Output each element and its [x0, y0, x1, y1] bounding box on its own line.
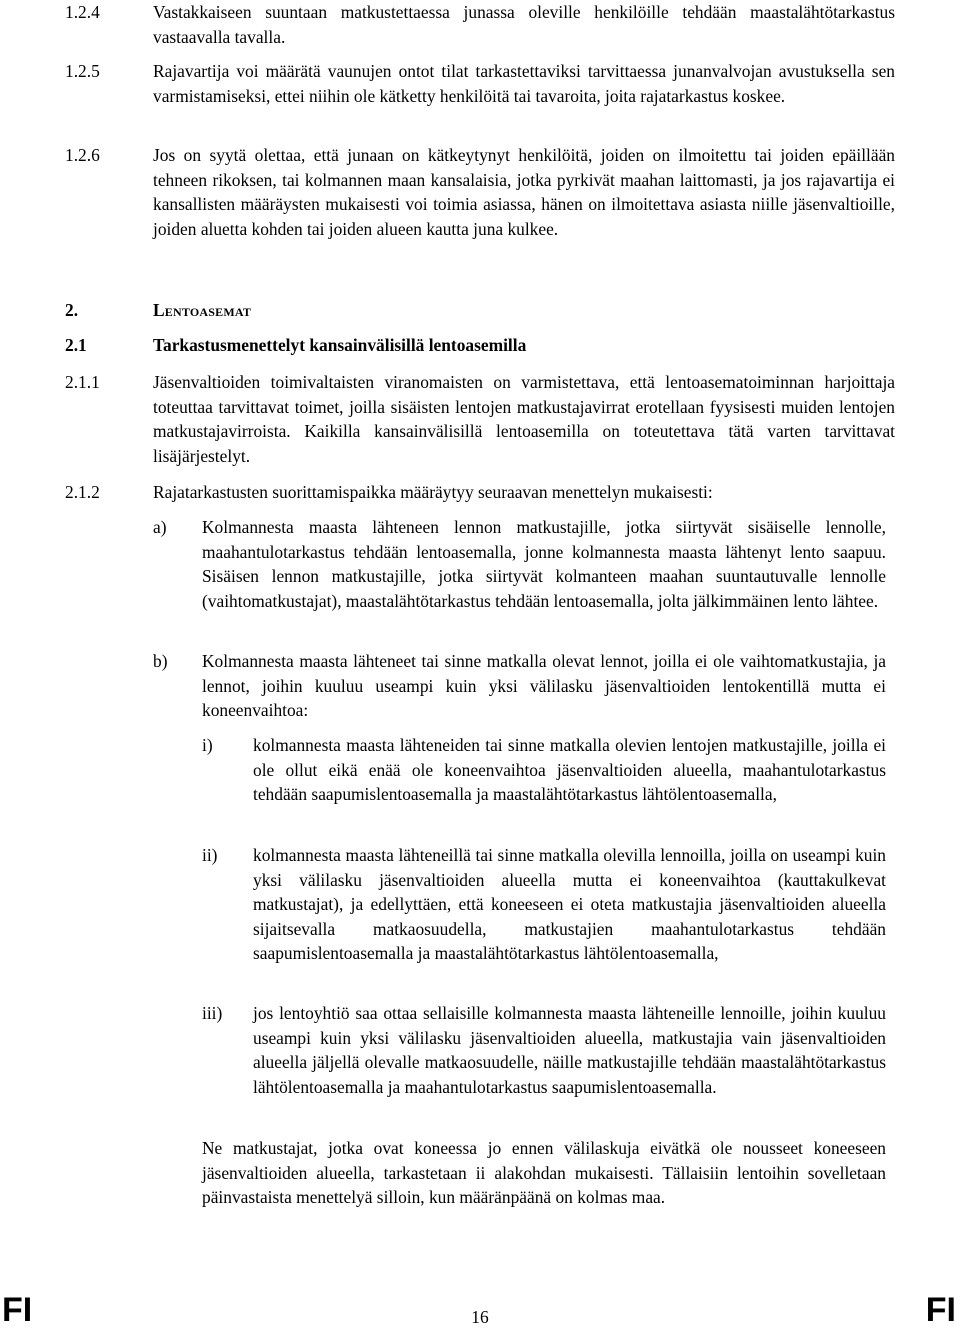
heading-lentoasemat — [65, 300, 895, 321]
section-1-2-4 — [65, 0, 895, 49]
section-number: 1.2.6 — [65, 145, 100, 165]
list-marker: b) — [153, 651, 168, 671]
section-2-1-1 — [65, 370, 895, 468]
list-item-text: kolmannesta maasta lähteneillä tai sinne matkalla olevilla lennoilla, joilla on useampi kuin yksi välilasku jäsenvaltioiden alueella mutta ei koneenvaihtoa (kauttakulkevat matkustajat), ja edellyttäen, että koneeseen ei oteta matkustajia jäsenvaltioiden alueella sijaitsevalla matkaosuudella, matkustajien maahantulotarkastus tehdään saapumislentoasemalla ja maastalähtötarkastus lähtölentoasemalla, — [253, 845, 886, 963]
section-text: Rajavartija voi määrätä vaunujen ontot tilat tarkastettaviksi tarvittaessa junanvalvojan avustuksella sen varmistamiseksi, ettei niihin ole kätketty henkilöitä tai tavaroita, joita rajatarkastus koskee. — [153, 61, 895, 106]
section-number: 2.1.2 — [65, 482, 100, 502]
section-1-2-5 — [65, 59, 895, 108]
list-marker: a) — [153, 517, 167, 537]
page-number: 16 — [471, 1307, 489, 1327]
closing-paragraph: Ne matkustajat, jotka ovat koneessa jo ennen välilaskuja eivätkä ole nousseet koneeseen jäsenvaltioiden alueella, tarkastetaan ii alakohdan mukaisesti. Tällaisiin lentoihin sovelletaan päinvastaista menettelyä silloin, kun määränpäänä on kolmas maa. — [202, 1138, 886, 1207]
heading-number: 2. — [65, 300, 79, 320]
section-text: Vastakkaiseen suuntaan matkustettaessa junassa oleville henkilöille tehdään maastalähtötarkastus vastaavalla tavalla. — [153, 2, 895, 47]
list-item-i — [202, 733, 886, 807]
list-item-text: jos lentoyhtiö saa ottaa sellaisille kolmannesta maasta lähteneille lennoille, joihin kuuluu useampi kuin yksi välilasku jäsenvaltioiden alueella, matkustajia vain jäsenvaltioiden alueella jäljellä olevalle matkaosuudelle, näille matkustajille tehdään maastalähtötarkastus lähtölentoasemalla ja maahantulotarkastus saapumislentoasemalla. — [253, 1003, 886, 1097]
footer-language-right: FI — [925, 1291, 956, 1329]
list-item-b — [153, 649, 886, 723]
list-item-ii — [202, 843, 886, 966]
section-text: Rajatarkastusten suorittamispaikka määräytyy seuraavan menettelyn mukaisesti: — [153, 482, 713, 502]
list-item-iii — [202, 1001, 886, 1099]
list-marker: ii) — [202, 845, 218, 865]
section-2-1-2 — [65, 480, 895, 505]
list-item-text: Kolmannesta maasta lähteneet tai sinne matkalla olevat lennot, joilla ei ole vaihtomatkustajia, ja lennot, joihin kuuluu useampi kuin yksi välilasku jäsenvaltioiden lentokentillä mutta ei koneenvaihtoa: — [202, 651, 886, 720]
list-item-a — [153, 515, 886, 613]
section-number: 2.1.1 — [65, 372, 100, 392]
heading-title: Lentoasemat — [153, 300, 252, 320]
section-text: Jos on syytä olettaa, että junaan on kätkeytynyt henkilöitä, joiden on ilmoitettu tai joiden epäillään tehneen rikoksen, tai kolmannen maan kansalaisia, jotka pyrkivät maahan laittomasti, ja jos rajavartija ei kansallisten määräysten mukaisesti voi toimia asiassa, hänen on ilmoitettava asiasta niille jäsenvaltioille, joiden aluetta kohden tai joiden alueen kautta juna kulkee. — [153, 145, 895, 239]
section-number: 1.2.5 — [65, 61, 100, 81]
footer-language-left: FI — [2, 1291, 33, 1329]
heading-title: Tarkastusmenettelyt kansainvälisillä lentoasemilla — [153, 335, 527, 355]
section-number: 1.2.4 — [65, 2, 100, 22]
list-marker: i) — [202, 735, 213, 755]
heading-number: 2.1 — [65, 335, 87, 355]
section-1-2-6 — [65, 143, 895, 241]
list-item-text: Kolmannesta maasta lähteneen lennon matkustajille, jotka siirtyvät sisäiselle lennolle, maahantulotarkastus tehdään lentoasemalla, jonne kolmannesta maasta lähtenyt lento saapuu. Sisäisen lennon matkustajille, jotka siirtyvät kolmanteen maahan suuntautuvalle lennolle (vaihtomatkustajat), maastalähtötarkastus tehdään lentoasemalla, jolta jälkimmäinen lento lähtee. — [202, 517, 886, 611]
list-marker: iii) — [202, 1003, 223, 1023]
section-text: Jäsenvaltioiden toimivaltaisten viranomaisten on varmistettava, että lentoasematoiminnan harjoittaja toteuttaa tarvittavat toimet, joilla sisäisten lentojen matkustajavirrat erotellaan fyysisesti muiden lentojen matkustajavirroista. Kaikilla kansainvälisillä lentoasemilla on toteutettava tätä varten tarvittavat lisäjärjestelyt. — [153, 372, 895, 466]
heading-2-1 — [65, 335, 895, 356]
list-item-text: kolmannesta maasta lähteneiden tai sinne matkalla olevien lentojen matkustajille, joilla ei ole ollut eikä enää ole koneenvaihtoa jäsenvaltioiden alueella, maahantulotarkastus tehdään saapumislentoasemalla ja maastalähtötarkastus lähtölentoasemalla, — [253, 735, 886, 804]
